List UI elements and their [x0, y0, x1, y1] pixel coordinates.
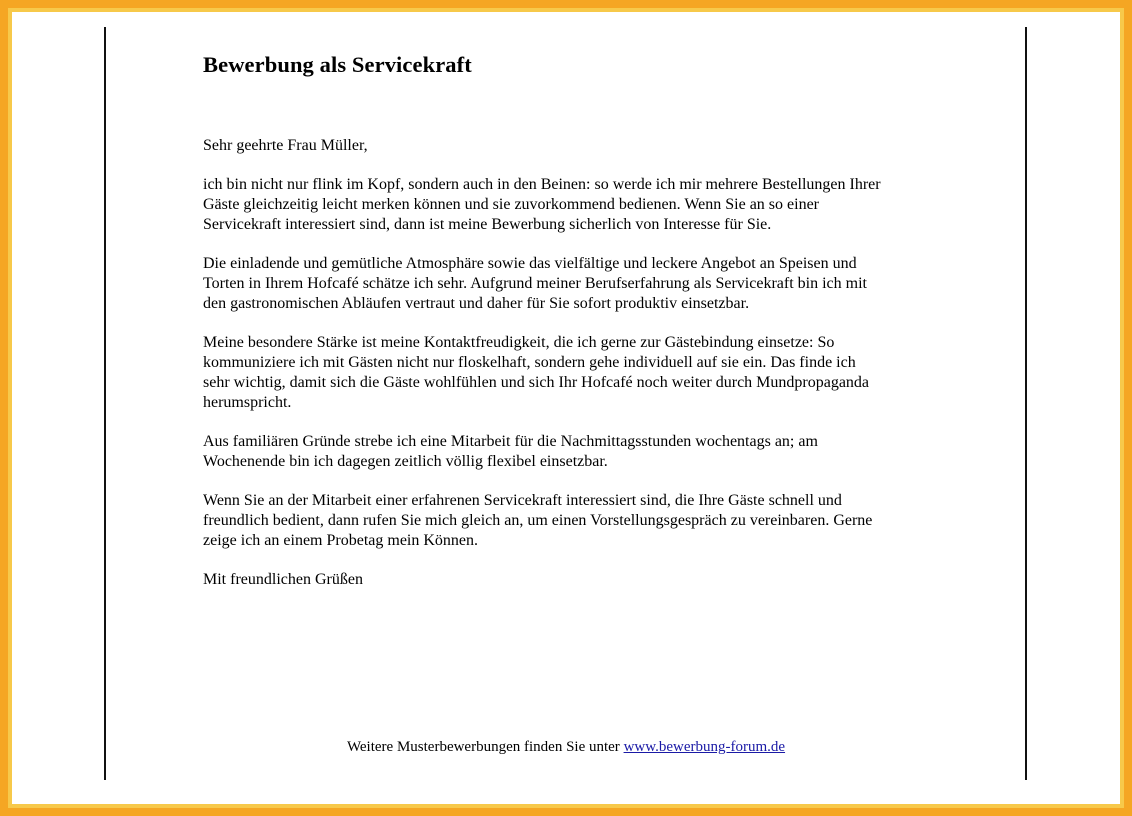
left-margin-rule	[104, 27, 106, 780]
footer-link[interactable]: www.bewerbung-forum.de	[623, 739, 786, 755]
letter-title: Bewerbung als Servicekraft	[203, 52, 472, 77]
footer-text: Weitere Musterbewerbungen finden Sie unter	[346, 739, 624, 755]
paragraph-call-to-action: Wenn Sie an der Mitarbeit einer erfahrenen Servicekraft interessiert sind, die Ihre Gäste schnell und freundlich bedient, dann rufen Sie mich gleich an, um einen Vorstellungsgespräch zu vereinbaren. Gerne zeige ich an einem Probetag mein Können.	[203, 492, 873, 549]
paragraph-availability: Aus familiären Gründe strebe ich eine Mitarbeit für die Nachmittagsstunden wochentags an; am Wochenende bin ich dagegen zeitlich völlig flexibel einsetzbar.	[203, 433, 818, 470]
salutation: Sehr geehrte Frau Müller,	[203, 137, 368, 154]
paragraph-strength: Meine besondere Stärke ist meine Kontaktfreudigkeit, die ich gerne zur Gästebindung einsetze: So kommuniziere ich mit Gästen nicht nur floskelhaft, sondern gehe individuell auf sie ein. Das finde ich sehr wichtig, damit sich die Gäste wohlfühlen und sich Ihr Hofcafé noch weiter durch Mundpropaganda herumspricht.	[203, 334, 870, 411]
footer	[0, 737, 1132, 757]
paragraph-intro: ich bin nicht nur flink im Kopf, sondern auch in den Beinen: so werde ich mir mehrere Bestellungen Ihrer Gäste gleichzeitig leicht merken können und sie zuvorkommend bedienen. Wenn Sie an so einer Servicekraft interessiert sind, dann ist meine Bewerbung sicherlich von Interesse für Sie.	[203, 176, 881, 233]
closing: Mit freundlichen Grüßen	[203, 571, 363, 589]
right-margin-rule	[1025, 27, 1027, 780]
paragraph-atmosphere: Die einladende und gemütliche Atmosphäre sowie das vielfältige und leckere Angebot an Speisen und Torten in Ihrem Hofcafé schätze ich sehr. Aufgrund meiner Berufserfahrung als Servicekraft bin ich mit den gastronomischen Abläufen vertraut und daher für Sie sofort produktiv einsetzbar.	[203, 255, 867, 312]
letter-body	[203, 50, 933, 590]
